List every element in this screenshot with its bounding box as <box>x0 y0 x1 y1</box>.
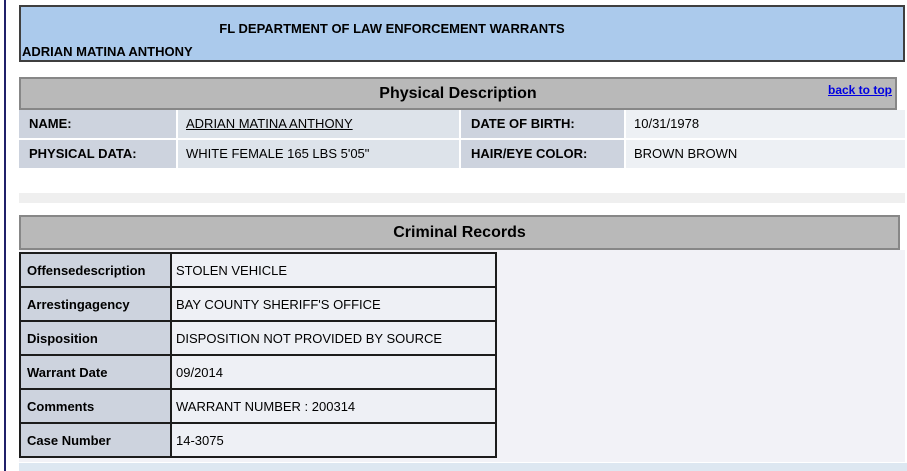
subject-name-link[interactable]: ADRIAN MATINA ANTHONY <box>186 116 353 131</box>
disposition-value: DISPOSITION NOT PROVIDED BY SOURCE <box>171 321 496 355</box>
disposition-label: Disposition <box>20 321 171 355</box>
table-row <box>20 355 496 389</box>
arresting-agency-label: Arrestingagency <box>20 287 171 321</box>
table-row <box>20 287 496 321</box>
criminal-records-table <box>19 252 497 458</box>
hair-eye-color-label: HAIR/EYE COLOR: <box>461 140 624 168</box>
subject-name: ADRIAN MATINA ANTHONY <box>22 44 193 59</box>
physical-data-value: WHITE FEMALE 165 LBS 5'05" <box>178 140 459 168</box>
physical-description-table <box>19 110 905 168</box>
section-divider-strip <box>19 193 905 203</box>
table-row <box>20 253 496 287</box>
offense-description-label: Offensedescription <box>20 253 171 287</box>
table-row <box>20 321 496 355</box>
table-row <box>20 389 496 423</box>
date-of-birth-label: DATE OF BIRTH: <box>461 110 624 138</box>
physical-description-title: Physical Description <box>379 85 537 102</box>
comments-value: WARRANT NUMBER : 200314 <box>171 389 496 423</box>
page-left-border <box>4 0 6 471</box>
table-row <box>20 423 496 457</box>
next-section-top-edge <box>19 463 907 471</box>
back-to-top-link[interactable]: back to top <box>827 83 892 97</box>
case-number-value: 14-3075 <box>171 423 496 457</box>
top-banner <box>19 5 905 62</box>
comments-label: Comments <box>20 389 171 423</box>
offense-description-value: STOLEN VEHICLE <box>171 253 496 287</box>
criminal-records-title: Criminal Records <box>393 224 526 241</box>
physical-data-label: PHYSICAL DATA: <box>19 140 176 168</box>
warrant-date-value: 09/2014 <box>171 355 496 389</box>
criminal-records-header <box>19 215 900 250</box>
hair-eye-color-value: BROWN BROWN <box>626 140 905 168</box>
warrant-date-label: Warrant Date <box>20 355 171 389</box>
date-of-birth-value: 10/31/1978 <box>626 110 905 138</box>
page-title: FL DEPARTMENT OF LAW ENFORCEMENT WARRANTS <box>219 21 565 36</box>
physical-description-header <box>19 77 897 110</box>
name-label: NAME: <box>19 110 176 138</box>
name-value-cell <box>178 110 459 138</box>
arresting-agency-value: BAY COUNTY SHERIFF'S OFFICE <box>171 287 496 321</box>
case-number-label: Case Number <box>20 423 171 457</box>
